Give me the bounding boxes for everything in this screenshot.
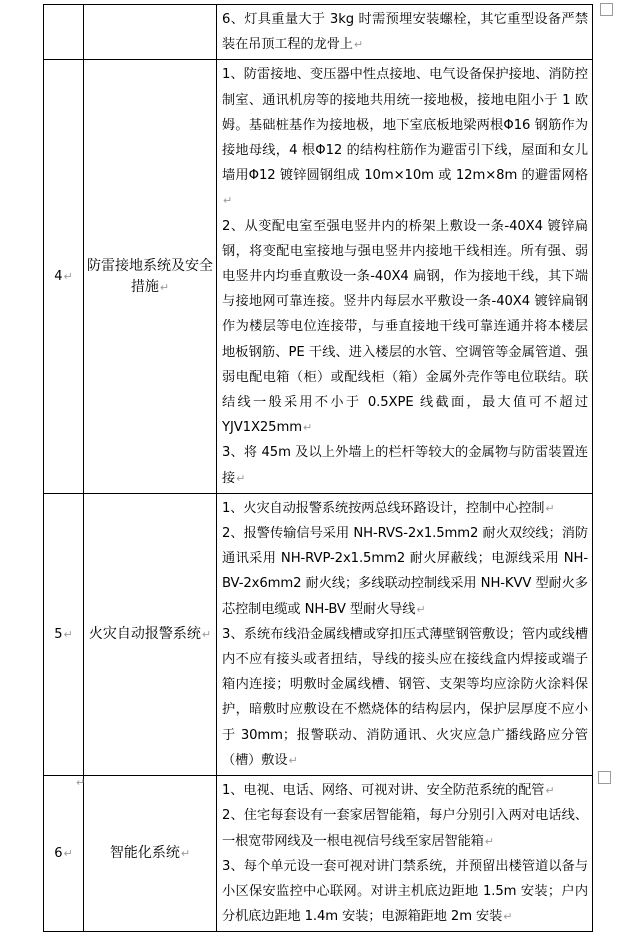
content-paragraph: 1、火灾自动报警系统按两总线环路设计，控制中心控制↵ <box>222 500 555 516</box>
return-mark: ↵ <box>76 776 86 789</box>
row-number-cell: 6↵ <box>44 776 84 932</box>
row-name-cell <box>84 5 217 60</box>
corner-marker-bottom <box>598 771 611 784</box>
return-mark: ↵ <box>288 753 298 767</box>
row-content-cell <box>217 776 593 932</box>
content-paragraph: 1、防雷接地、变压器中性点接地、电气设备保护接地、消防控制室、通讯机房等的接地共用统一接地极，接地电阻小于 1 欧姆。基础桩基作为接地极，地下室底板地梁两根Φ16 钢筋作为接地母线，4 根Φ12 的结构柱筋作为避雷引下线，屋面和女儿墙用Φ12 镀锌圆钢组成 10m×10m 或 12m×8m 的避雷网格↵ <box>222 67 588 208</box>
return-mark: ↵ <box>63 627 73 641</box>
spec-table <box>43 4 593 932</box>
content-paragraph: 2、从变配电室至强电竖井内的桥架上敷设一条-40X4 镀锌扁钢，将变配电室接地与强电竖井内接地干线相连。所有强、弱电竖井内均垂直敷设一条-40X4 扁钢，作为接地干线，其下端与接地网可靠连接。竖井内每层水平敷设一条-40X4 镀锌扁钢作为楼层等电位连接带，与垂直接地干线可靠连通并将本楼层地板钢筋、PE 干线、进入楼层的水管、空调管等金属管道、强弱电配电箱（柜）或配线柜（箱）金属外壳作等电位联结。联结线一般采用不小于 0.5XPE 线截面，最大值可不超过 YJV1X25mm↵ <box>222 218 588 436</box>
table-row-intelligent <box>44 776 593 932</box>
row-content-cell <box>217 493 593 775</box>
content-paragraph: 3、系统布线沿金属线槽或穿扣压式薄壁钢管敷设；管内或线槽内不应有接头或者扭结，导线的接头应在接线盒内焊接或端子箱内连接；明敷时金属线槽、钢管、支架等均应涂防火涂料保护，暗敷时应敷设在不燃烧体的结构层内，保护层厚度不应小于 30mm；报警联动、消防通讯、火灾应急广播线路应分管（槽）敷设↵ <box>222 626 588 768</box>
return-mark: ↵ <box>180 847 191 861</box>
content-paragraph: 1、电视、电话、网络、可视对讲、安全防范系统的配管↵ <box>222 783 555 799</box>
row-name-cell: 智能化系统↵ <box>84 776 217 932</box>
content-paragraph: 2、住宅每套设有一套家居智能箱，每户分别引入两对电话线、一根宽带网线及一根电视信号线至家居智能箱↵ <box>222 808 588 849</box>
table-row-lightning <box>44 60 593 493</box>
return-mark: ↵ <box>236 471 246 485</box>
return-mark: ↵ <box>302 421 313 435</box>
return-mark: ↵ <box>503 910 513 924</box>
row-name-cell: 防雷接地系统及安全措施↵ <box>84 60 217 493</box>
return-mark: ↵ <box>63 270 73 284</box>
table-row-partial <box>44 5 593 60</box>
return-mark: ↵ <box>63 847 73 861</box>
row-content-cell <box>217 5 593 60</box>
row-name-cell: 火灾自动报警系统↵ <box>84 493 217 775</box>
return-mark: ↵ <box>223 194 233 208</box>
return-mark: ↵ <box>416 602 426 616</box>
content-paragraph: 3、每个单元设一套可视对讲门禁系统，并预留出楼管道以备与小区保安监控中心联网。对讲主机底边距地 1.5m 安装；户内分机底边距地 1.4m 安装；电源箱距地 2m 安装↵ <box>222 858 588 925</box>
content-paragraph: 2、报警传输信号采用 NH-RVS-2x1.5mm2 耐火双绞线；消防通讯采用 NH-RVP-2x1.5mm2 耐火屏蔽线；电源线采用 NH-BV-2x6mm2 耐火线；多线联动控制线采用 NH-KVV 型耐火多芯控制电缆或 NH-BV 型耐火导线↵ <box>222 526 588 617</box>
return-mark: ↵ <box>201 627 212 641</box>
return-mark: ↵ <box>353 38 363 52</box>
table-row-fire-alarm <box>44 493 593 775</box>
content-paragraph: 3、将 45m 及以上外墙上的栏杆等较大的金属物与防雷装置连接↵ <box>222 445 588 486</box>
row-number-cell: 5↵ <box>44 493 84 775</box>
row-content-cell <box>217 60 593 493</box>
corner-marker-top <box>600 3 613 16</box>
return-mark: ↵ <box>484 834 494 848</box>
return-mark: ↵ <box>159 280 170 294</box>
row-number-cell <box>44 5 84 60</box>
return-mark: ↵ <box>545 784 555 798</box>
return-mark: ↵ <box>545 501 555 515</box>
row-number-cell: 4↵ <box>44 60 84 493</box>
content-paragraph: 6、灯具重量大于 3kg 时需预埋安装螺栓，其它重型设备严禁装在吊顶工程的龙骨上↵ <box>222 12 588 53</box>
